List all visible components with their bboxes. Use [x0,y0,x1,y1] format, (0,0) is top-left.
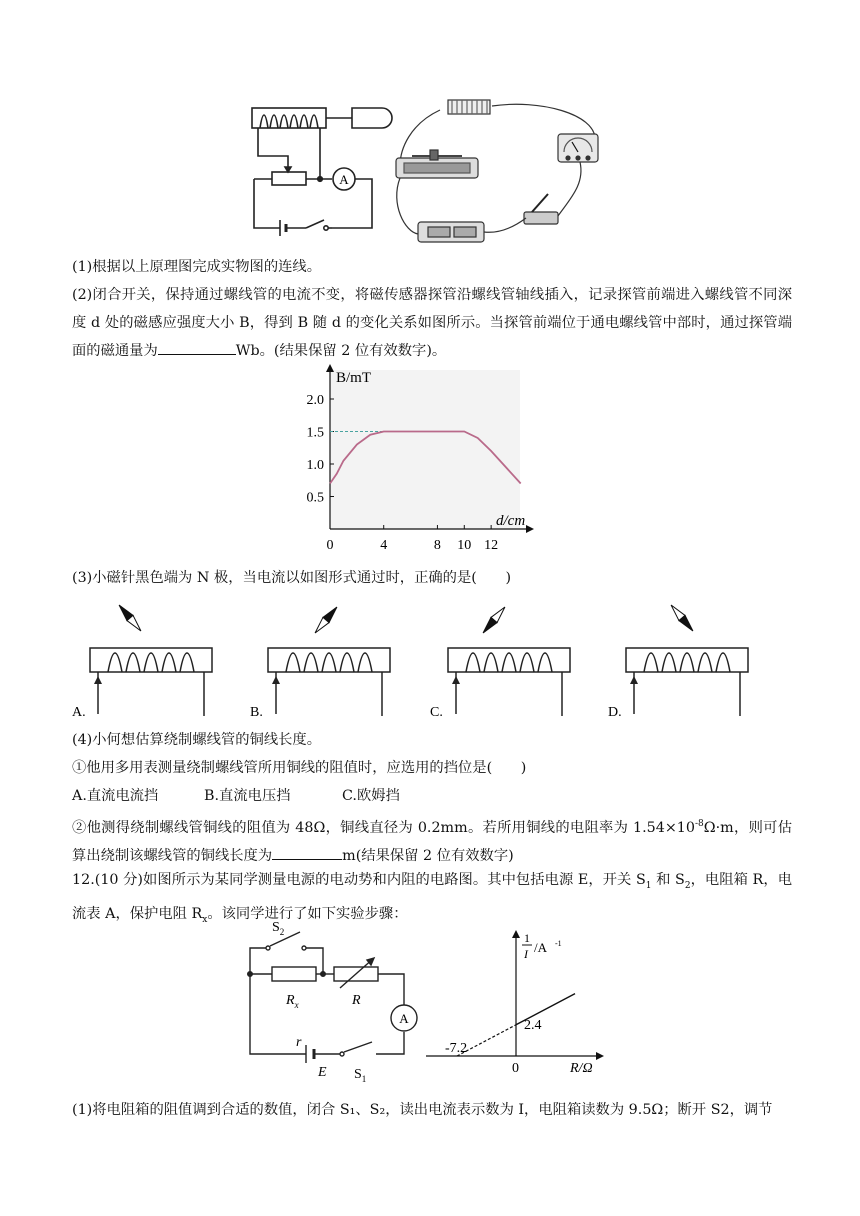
physical-apparatus [396,100,598,242]
real-switch [524,212,558,224]
y-label-exponent: -1 [555,939,562,948]
current-arrow [94,676,102,684]
x-tick-label: 8 [433,538,441,553]
current-arrow [630,676,638,684]
option-label: B. [250,705,263,720]
q11-part2-suffix: Wb。(结果保留 2 位有效数字)。 [235,343,447,359]
probe-head [352,108,392,128]
x-tick-label: 4 [380,538,388,553]
option-a[interactable]: A.直流电流挡 [72,788,159,804]
internal-r-label: r [296,1035,302,1050]
r-label: R [352,993,361,1008]
q11-part4-2-text-b: Ω·m，则可估算出绕制该螺线管的铜线长度为 [72,819,793,864]
compass-needle [480,604,508,635]
inverse-current-chart [420,928,610,1074]
sub-2: 2 [684,880,691,891]
origin-label: 0 [512,1061,519,1074]
x-tick-label: 12 [484,538,499,553]
switch-s1 [344,1042,372,1052]
solenoid-winding [286,653,372,672]
resistor-rx [272,967,316,981]
s2-label: $S_2$ [272,920,285,937]
q12-intro-b: 和 S [651,872,685,888]
q12-intro-c: ，电阻箱 R，电流表 A，保护电阻 R [72,872,792,922]
q11-part4-2-suffix: m(结果保留 2 位有效数字) [342,847,514,864]
y-tick-label: 0.5 [306,490,324,506]
y-axis-arrow [326,364,334,372]
rx-label: $R_x$ [286,993,299,1010]
current-arrow [272,676,280,684]
solenoid-circuit-figure [240,94,620,252]
q12-intro-d: 。该同学进行了如下实验步骤： [207,905,408,922]
needle-lower-half [480,617,497,635]
solenoid-winding [644,653,730,672]
option-label: C. [430,705,443,720]
y-tick-label: 1.0 [306,458,324,473]
x-axis-label: R/Ω [570,1061,593,1074]
q12-intro-a: 12.(10 分)如图所示为某同学测量电源的电动势和内阻的电路图。其中包括电源 E，开关 S [72,872,646,888]
plot-background [330,370,520,529]
compass-needle [116,602,144,633]
solenoid-body [252,108,326,128]
answer-blank-flux[interactable] [158,339,236,355]
x-tick-label: 0 [326,538,334,553]
y-axis-label: B/mT [336,370,372,386]
y-tick-label: 2.0 [306,393,324,408]
compass-options-figure [64,596,764,724]
compass-option-3 [430,604,570,720]
sub-x: x [202,914,208,925]
option-label: A. [72,705,86,720]
compass-needle [668,602,696,633]
y-tick-label: 1.5 [306,425,324,441]
option-label: D. [608,705,622,720]
x-axis-label: d/cm [496,513,526,529]
b-vs-d-chart [298,364,544,560]
current-arrow [452,676,460,684]
q11-part4-2-text: ②他测得绕制螺线管铜线的阻值为 48Ω，铜线直径为 0.2mm。若所用铜线的电阻率为 1.54×10 [72,819,695,836]
q11-part3: (3)小磁针黑色端为 N 极，当电流以如图形式通过时，正确的是( ) [72,570,512,586]
needle-lower-half [312,617,329,635]
compass-option-2 [250,604,390,720]
y-label-numerator: 1 [524,931,530,945]
s1-label: $S_1$ [354,1067,367,1084]
needle-lower-half [679,615,696,633]
emf-label: E [318,1065,327,1080]
y-axis-arrow [512,930,520,938]
q11-part1: (1)根据以上原理图完成实物图的连线。 [72,259,321,275]
x-axis-arrow [526,525,534,533]
q12-step1: (1)将电阻箱的阻值调到合适的数值，闭合 S₁、S₂，读出电流表示数为 I，电阻箱读数为 9.5Ω；断开 S2，调节 [72,1102,773,1118]
compass-option-4 [608,602,748,720]
sub-1: 1 [645,880,652,891]
x-intercept-label: -7.2 [444,1041,468,1056]
q11-part4-1: ①他用多用表测量绕制螺线管所用铜线的阻值时，应选用的挡位是( ) [72,760,527,776]
q11-options-row [72,782,792,810]
solenoid-winding [466,653,552,672]
y-label-denominator: I [524,947,528,961]
compass-option-1 [72,602,212,720]
x-axis-arrow [596,1052,604,1060]
q11-part2 [72,281,792,365]
emf-circuit-figure [236,918,426,1086]
switch [306,220,324,228]
exponent: -8 [695,819,704,829]
real-solenoid [448,100,490,114]
q11-part2-text: (2)闭合开关，保持通过螺线管的电流不变，将磁传感器探管沿螺线管轴线插入，记录探管前端进入螺线管不同深度 d 处的磁感应强度大小 B，得到 B 随 d 的变化关系如图所示。当探管前端位于通电螺线管中部时，通过探管端面的磁通量为 [72,287,792,359]
x-tick-label: 10 [457,538,472,553]
schematic-diagram [252,108,392,236]
compass-needle [312,604,340,635]
needle-lower-half [127,615,144,633]
ammeter-a-label: A [399,1011,409,1026]
rheostat [272,172,306,185]
option-b[interactable]: B.直流电压挡 [204,788,291,804]
option-c[interactable]: C.欧姆挡 [342,788,400,804]
q11-part4: (4)小何想估算绕制螺线管的铜线长度。 [72,732,321,748]
ammeter-label: A [339,172,349,187]
intercept-label: 2.4 [524,1017,542,1033]
solenoid-coil [260,115,318,128]
answer-blank-length[interactable] [272,844,342,860]
solenoid-winding [108,653,194,672]
q11-part4-2 [72,810,792,870]
q12-intro [72,866,792,934]
y-label-unit: /A [534,940,547,955]
